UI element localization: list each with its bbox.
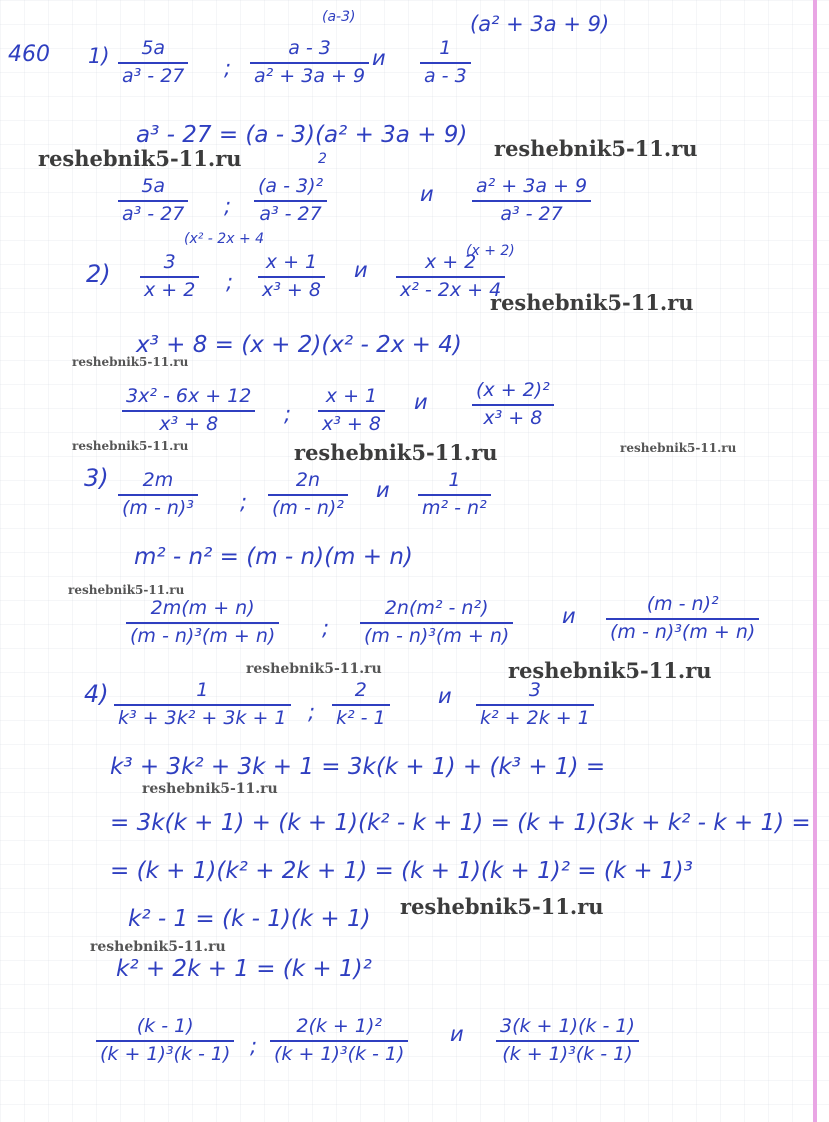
item2-given-fraction-2 [258,252,325,302]
item3-result-fraction-3 [606,594,759,644]
item1-given-fraction-2 [250,38,369,88]
numerator: 1 [439,37,452,59]
numerator: 3 [528,679,541,701]
item4-work-line-4: k² - 1 = (k - 1)(k + 1) [128,906,371,932]
fraction-bar [606,618,759,620]
item4-work-line-2: = 3k(k + 1) + (k + 1)(k² - k + 1) = (k + 1)(3k + k² - k + 1) = [110,810,811,836]
fraction-bar [476,704,594,706]
fraction-bar [420,62,471,64]
conjunction: и [420,182,434,206]
numerator: 3(k + 1)(k - 1) [500,1015,635,1037]
numerator: 2 [354,679,367,701]
conjunction: и [354,258,368,282]
fraction-bar [360,622,513,624]
denominator: (k + 1)³(k - 1) [502,1042,633,1065]
numerator: 1 [196,679,209,701]
item2-top-note-1: (x² - 2x + 4 [184,231,265,247]
item4-given-fraction-1 [114,680,291,730]
denominator: (k + 1)³(k - 1) [100,1042,231,1065]
numerator: x + 1 [325,385,378,407]
item2-result-fraction-1 [122,386,255,436]
denominator: (m - n)³ [122,496,194,519]
separator: ; [308,700,316,724]
item4-work-line-3: = (k + 1)(k² + 2k + 1) = (k + 1)(k + 1)² = (k + 1)³ [110,858,693,884]
fraction-bar [258,276,325,278]
watermark: reshebnik5-11.ru [72,439,189,453]
item1-given-fraction-3 [420,38,471,88]
fraction-bar [332,704,390,706]
item1-result-fraction-1 [118,176,188,226]
item4-given-fraction-3 [476,680,594,730]
item1-result-fraction-3 [472,176,591,226]
fraction-bar [126,622,279,624]
item2-given-fraction-3 [396,252,505,302]
denominator: (k + 1)³(k - 1) [274,1042,405,1065]
denominator: x³ + 8 [322,412,381,435]
numerator: x + 2 [424,251,477,273]
item1-factor-line: a³ - 27 = (a - 3)(a² + 3a + 9) [136,122,468,148]
separator: ; [224,194,232,218]
fraction-bar [318,410,385,412]
item1-top-note-2: (a² + 3a + 9) [470,12,610,36]
denominator: a³ - 27 [500,202,563,225]
item2-label: 2) [86,260,111,288]
margin-line [813,0,817,1122]
fraction-bar [122,410,255,412]
fraction-bar [140,276,199,278]
watermark: reshebnik5-11.ru [246,661,382,677]
denominator: k² + 2k + 1 [480,706,590,729]
watermark: reshebnik5-11.ru [508,658,712,683]
watermark: reshebnik5-11.ru [494,136,698,161]
separator: ; [284,402,292,426]
conjunction: и [450,1022,464,1046]
watermark: reshebnik5-11.ru [38,146,242,171]
denominator: x + 2 [144,278,196,301]
watermark: reshebnik5-11.ru [490,290,694,315]
item3-given-fraction-2 [268,470,348,520]
denominator: (m - n)² [272,496,344,519]
separator: ; [224,56,232,80]
conjunction: и [376,478,390,502]
item3-given-fraction-1 [118,470,198,520]
item4-work-line-1: k³ + 3k² + 3k + 1 = 3k(k + 1) + (k³ + 1) = [110,754,606,780]
watermark: reshebnik5-11.ru [68,583,185,597]
problem-number: 460 [8,42,50,67]
watermark: reshebnik5-11.ru [620,441,737,455]
fraction-bar [118,200,188,202]
separator: ; [322,616,330,640]
numerator: 5a [141,37,166,59]
item2-factor-line: x³ + 8 = (x + 2)(x² - 2x + 4) [136,332,462,358]
conjunction: и [562,604,576,628]
numerator: a - 3 [288,37,331,59]
denominator: k² - 1 [336,706,386,729]
denominator: x² - 2x + 4 [400,278,502,301]
numerator: 2n [295,469,321,491]
item3-result-fraction-1 [126,598,279,648]
numerator: 5a [141,175,166,197]
item3-label: 3) [84,464,109,492]
item4-result-fraction-2 [270,1016,408,1066]
separator: ; [240,490,248,514]
fraction-bar [118,494,198,496]
item4-work-line-5: k² + 2k + 1 = (k + 1)² [116,956,372,982]
denominator: x³ + 8 [483,406,543,429]
fraction-bar [114,704,291,706]
item2-given-fraction-1 [140,252,199,302]
denominator: a - 3 [424,64,467,87]
watermark: reshebnik5-11.ru [400,894,604,919]
numerator: 2n(m² - n²) [384,597,489,619]
item3-factor-line: m² - n² = (m - n)(m + n) [134,544,413,570]
fraction-bar [496,1040,639,1042]
numerator: 3 [163,251,176,273]
denominator: k³ + 3k² + 3k + 1 [118,706,287,729]
item4-result-fraction-3 [496,1016,639,1066]
denominator: m² - n² [422,496,487,519]
item1-label: 1) [88,44,110,68]
fraction-bar [96,1040,234,1042]
fraction-bar [268,494,348,496]
numerator: 2(k + 1)² [296,1015,382,1037]
denominator: a³ - 27 [259,202,322,225]
item2-result-fraction-3 [472,380,554,430]
numerator: (k - 1) [136,1015,194,1037]
item2-result-fraction-2 [318,386,385,436]
numerator: (a - 3)² [258,175,324,197]
fraction-bar [254,200,327,202]
item3-given-fraction-3 [418,470,491,520]
numerator: 2m(m + n) [150,597,255,619]
denominator: a² + 3a + 9 [254,64,366,87]
watermark: reshebnik5-11.ru [142,781,278,797]
fraction-bar [250,62,369,64]
numerator: a² + 3a + 9 [476,175,588,197]
item4-given-fraction-2 [332,680,390,730]
fraction-bar [418,494,491,496]
numerator: (m - n)² [646,593,719,615]
numerator: 1 [448,469,461,491]
numerator: (x + 2)² [476,379,550,401]
denominator: a³ - 27 [122,202,185,225]
separator: ; [250,1034,258,1058]
watermark: reshebnik5-11.ru [294,440,498,465]
fraction-bar [472,404,554,406]
separator: ; [226,270,234,294]
denominator: (m - n)³(m + n) [364,624,510,647]
conjunction: и [438,684,452,708]
denominator: a³ - 27 [122,64,185,87]
fraction-bar [472,200,591,202]
denominator: (m - n)³(m + n) [130,624,276,647]
numerator: 2m [142,469,174,491]
item1-top-note-1: (a-3) [322,9,356,25]
item3-result-fraction-2 [360,598,513,648]
watermark: reshebnik5-11.ru [90,939,226,955]
fraction-bar [396,276,505,278]
fraction-bar [270,1040,408,1042]
numerator: 3x² - 6x + 12 [126,385,252,407]
denominator: (m - n)³(m + n) [610,620,756,643]
watermark: reshebnik5-11.ru [72,355,189,369]
item1-given-fraction-1 [118,38,188,88]
conjunction: и [372,46,386,70]
item4-label: 4) [84,680,109,708]
fraction-bar [118,62,188,64]
denominator: x³ + 8 [262,278,321,301]
item4-result-fraction-1 [96,1016,234,1066]
denominator: x³ + 8 [159,412,219,435]
numerator: x + 1 [265,251,318,273]
item2-top-note-2: (x + 2) [466,243,515,259]
conjunction: и [414,390,428,414]
item1-factor-note: 2 [318,151,327,167]
item1-result-fraction-2 [254,176,327,226]
